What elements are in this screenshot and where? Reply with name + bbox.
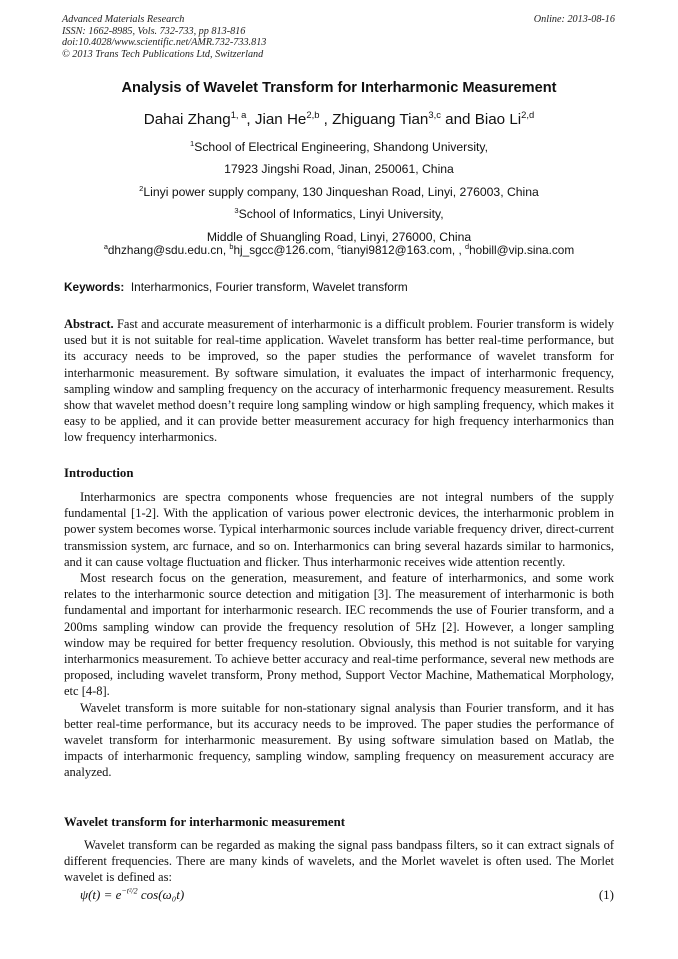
email-link[interactable]: dhzhang@sdu.edu.cn, xyxy=(107,243,230,257)
author-sup: 1, a xyxy=(230,108,247,120)
email-sup: b xyxy=(229,242,234,252)
author-separator: and xyxy=(440,111,475,128)
author-name: Jian He xyxy=(254,111,307,128)
author-sup: 3,c xyxy=(428,108,441,120)
issn-line: ISSN: 1662-8985, Vols. 732-733, pp 813-816 xyxy=(62,25,246,37)
affiliation-sup: 2 xyxy=(139,183,144,193)
affiliation-text: Linyi power supply company, 130 Jinqueshan Road, Linyi, 276003, China xyxy=(143,184,539,199)
affiliation-text: School of Electrical Engineering, Shandong University, xyxy=(194,140,488,154)
doi-line: doi:10.4028/www.scientific.net/AMR.732-733.813 xyxy=(62,37,267,49)
keywords-label: Keywords: xyxy=(64,280,125,294)
affiliations xyxy=(0,136,678,248)
introduction-body xyxy=(64,489,614,781)
affiliation-text: Middle of Shuangling Road, Linyi, 276000, China xyxy=(206,229,472,244)
author-line xyxy=(0,108,678,128)
email-link[interactable]: hj_sgcc@126.com, xyxy=(233,243,338,257)
author-separator: , xyxy=(319,111,333,128)
paragraph: Interharmonics are spectra components whose frequencies are not integral numbers of the supply fundamental [1-2]. With the application of various power electronic devices, the interharmonic problem in power system becomes worse. Typical interharmonic sources include variable frequency driver, direct-current transmission system, arc furnace, and so on. Interharmonics can bring several hazards similar to harmonics, and it can cause voltage fluctuation and flicker. Thus interharmonic receives wide attention recently. xyxy=(64,490,614,569)
author-sup: 2,b xyxy=(306,108,320,120)
paragraph: Most research focus on the generation, measurement, and feature of interharmonics, and some work relates to the interharmonic source detection and mitigation [3]. The measurement of interharmonic is both fundamental and important for interharmonic research. IEC recommends the use of Fourier transform, and a 200ms sampling window can provide the frequency resolution of 5Hz [2]. However, a longer sampling window may be required for better frequency resolution. Obviously, this method is not suitable for varying interharmonics measurement. To achieve better accuracy and real-time performance, several new methods are proposed, including wavelet transform, Prony method, Support Vector Machine, Mathematical Morphology, etc [4-8]. xyxy=(64,571,614,699)
abstract-label: Abstract. xyxy=(64,317,114,331)
keywords xyxy=(64,280,408,294)
affiliation-sup: 3 xyxy=(234,206,239,216)
equation-formula xyxy=(80,887,184,903)
equation-rhs: cos(ω₀t) xyxy=(137,887,185,902)
equation-number: (1) xyxy=(598,887,614,902)
introduction-heading: Introduction xyxy=(64,466,134,480)
affiliation-line xyxy=(0,158,678,180)
author-name: Zhiguang Tian xyxy=(332,111,429,128)
email-line xyxy=(0,243,678,257)
equation-lhs: ψ(t) = e xyxy=(80,887,122,902)
wavelet-section-heading: Wavelet transform for interharmonic measurement xyxy=(64,815,345,829)
email-sup: d xyxy=(465,242,470,252)
author-sup: 2,d xyxy=(521,108,535,120)
email-sup: c xyxy=(337,242,341,252)
paper-title: Analysis of Wavelet Transform for Interharmonic Measurement xyxy=(121,80,557,96)
affiliation-line xyxy=(0,203,678,225)
copyright-line: © 2013 Trans Tech Publications Ltd, Switzerland xyxy=(62,48,264,60)
author-separator: , xyxy=(246,111,255,128)
affiliation-line xyxy=(0,181,678,203)
wavelet-section-body xyxy=(64,837,614,886)
equation-1 xyxy=(80,887,614,907)
abstract-text: Fast and accurate measurement of interharmonic is a difficult problem. Fourier transform is widely used but it is not suitable for real-time application. Wavelet transform has better real-time performance, but its accuracy needs to be improved, so the paper studies the performance of wavelet transform for interharmonic measurement. By software simulation, it evaluates the impact of interharmonic frequency, sampling window and sampling frequency on the accuracy of interharmonic frequency measurement. Results show that wavelet method doesn’t require long sampling window or high sampling frequency, which makes it easy to be applied, and it can provide better measurement accuracy for high frequency interharmonics than low frequency interharmonics. xyxy=(64,317,615,445)
email-sup: a xyxy=(103,242,108,252)
author-name: Dahai Zhang xyxy=(143,111,231,128)
affiliation-text: 17923 Jingshi Road, Jinan, 250061, China xyxy=(224,162,454,177)
paragraph: Wavelet transform is more suitable for non-stationary signal analysis than Fourier transform, and it has better real-time performance, but its accuracy needs to be improved. The paper studies the performance of wavelet transform for interharmonic measurement. By using software simulation based on Matlab, the impacts of interharmonic frequency, sampling window, sampling frequency on measurement accuracy are analyzed. xyxy=(64,700,614,780)
email-link[interactable]: tianyi9812@163.com, , xyxy=(340,243,466,257)
keywords-text: Interharmonics, Fourier transform, Wavelet transform xyxy=(130,280,408,294)
abstract xyxy=(64,316,614,446)
paragraph: Wavelet transform can be regarded as making the signal pass bandpass filters, so it can extract signals of different frequencies. There are many kinds of wavelets, and the Morlet wavelet is often used. The Morlet wavelet is defined as: xyxy=(64,838,614,885)
affiliation-sup: 1 xyxy=(190,138,195,148)
email-link[interactable]: hobill@vip.sina.com xyxy=(469,243,575,257)
journal-name: Advanced Materials Research xyxy=(62,14,185,25)
equation-exponent: −t²/2 xyxy=(121,886,138,896)
affiliation-text: School of Informatics, Linyi University, xyxy=(238,207,444,222)
journal-header xyxy=(62,14,266,60)
author-name: Biao Li xyxy=(474,111,522,128)
affiliation-line xyxy=(0,136,678,158)
online-date: Online: 2013-08-16 xyxy=(533,14,615,25)
